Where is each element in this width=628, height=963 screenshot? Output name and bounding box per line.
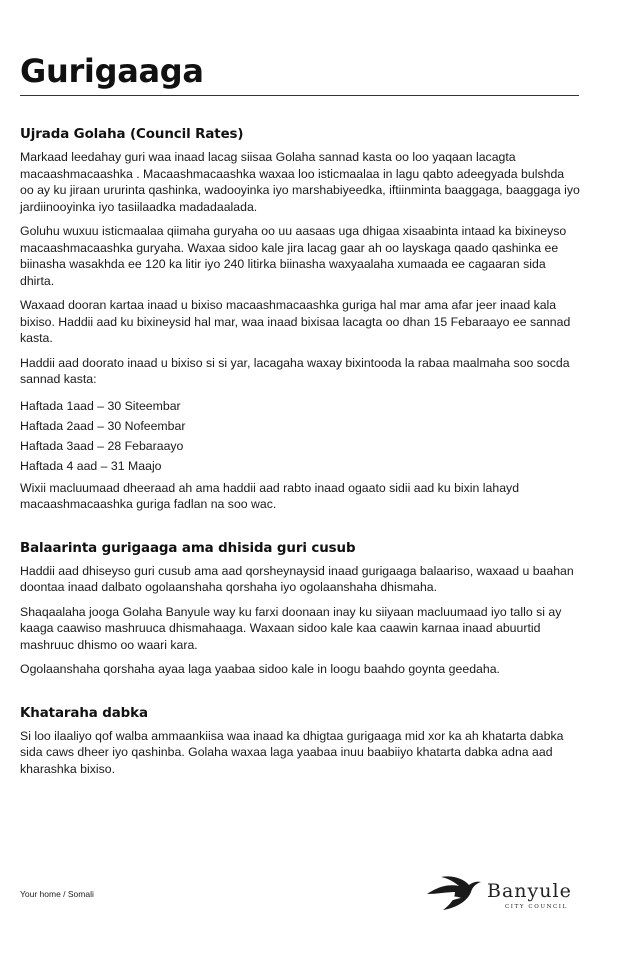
footer-caption: Your home / Somali bbox=[20, 889, 94, 899]
paragraph: Wixii macluumaad dheeraad ah ama haddii aad rabto inaad ogaato sidii aad ku bixin lahayd macaashmacaashka guriga fadlan na soo wac. bbox=[20, 480, 520, 511]
paragraph: Goluhu wuxuu isticmaalaa qiimaha guryaha oo uu aasaas uga dhigaa xisaabinta intaad ka bixineyso macaashmacaashka guryaha. Waxaa sidoo kale jira lacag gaar ah oo layskaga qaado qashinka ee biinasha wasakhda ee 120 ka litir iyo 240 litirka biinasha waxyaalaha xumaada ee cagaaran sida dhirta. bbox=[20, 224, 567, 288]
paragraph: Shaqaalaha jooga Golaha Banyule way ku farxi doonaan inay ku siiyaan macluumaad iyo tallo si ay kaaga caawiso mashruuca dhismahaaga. Waxaan sidoo kale kaa caawin karnaa inaad abuurtid mashruuc dhismo oo waari kara. bbox=[20, 604, 562, 652]
list-item: Haftada 4 aad – 31 Maajo bbox=[20, 458, 162, 473]
section-heading: Ujrada Golaha (Council Rates) bbox=[20, 127, 244, 142]
paragraph: Haddii aad doorato inaad u bixiso si si yar, lacagaha waxay bixintooda la rabaa maalmaha soo socda sannad kasta: bbox=[20, 355, 570, 386]
page-title: Gurigaaga bbox=[20, 52, 204, 90]
list-item: Haftada 2aad – 30 Nofeembar bbox=[20, 418, 186, 433]
paragraph: Markaad leedahay guri waa inaad lacag siisaa Golaha sannad kasta oo loo yaqaan lacagta macaashmacaashka . Macaashmacaashka waxaa loo isticmaalaa in lagu qabto adeegyada bulshda oo ay ku jiraan ururinta qashinka, wadooyinka iyo marshabiyeedka, iftiinminta baaggaga, baaggaga iyo jardiinooyinka iyo tasiilaadka madadaalada. bbox=[20, 150, 580, 214]
logo-wordmark: Banyule bbox=[487, 880, 572, 902]
section-heading: Khataraha dabka bbox=[20, 705, 148, 721]
bird-logo-icon bbox=[425, 872, 485, 912]
paragraph: Waxaad dooran kartaa inaad u bixiso macaashmacaashka guriga hal mar ama afar jeer inaad kala bixiso. Haddii aad ku bixineysid hal mar, waa inaad bixisaa lacagta oo dhan 15 Febaraayo ee sannad kasta. bbox=[20, 298, 571, 345]
logo-subtitle: CITY COUNCIL bbox=[505, 904, 568, 910]
paragraph: Si loo ilaaliyo qof walba ammaankiisa waa inaad ka dhigtaa gurigaaga mid xor ka ah khatarta dabka sida caws dheer iyo qashinba. Golaha waxaa laga yaabaa inuu baabiiyo khatarta dabka adna aad kharashka bixiso. bbox=[20, 728, 564, 776]
section-building bbox=[20, 541, 580, 678]
section-heading: Balaarinta gurigaaga ama dhisida guri cusub bbox=[20, 540, 356, 556]
main-content bbox=[20, 127, 580, 805]
section-fire-hazards bbox=[20, 706, 580, 778]
banyule-logo bbox=[425, 872, 585, 914]
section-council-rates bbox=[20, 127, 580, 513]
paragraph: Ogolaanshaha qorshaha ayaa laga yaabaa sidoo kale in loogu baahdo goynta geedaha. bbox=[20, 662, 500, 676]
list-item: Haftada 1aad – 30 Siteembar bbox=[20, 398, 181, 413]
list-item: Haftada 3aad – 28 Febaraayo bbox=[20, 438, 184, 453]
title-divider bbox=[20, 95, 579, 96]
installment-schedule bbox=[20, 396, 580, 476]
paragraph: Haddii aad dhiseyso guri cusub ama aad qorsheynaysid inaad gurigaaga balaariso, waxaad u baahan doontaa inaad dalbato ogolaanshaha qorshaha iyo ogolaanshaha dhismaha. bbox=[20, 563, 574, 594]
